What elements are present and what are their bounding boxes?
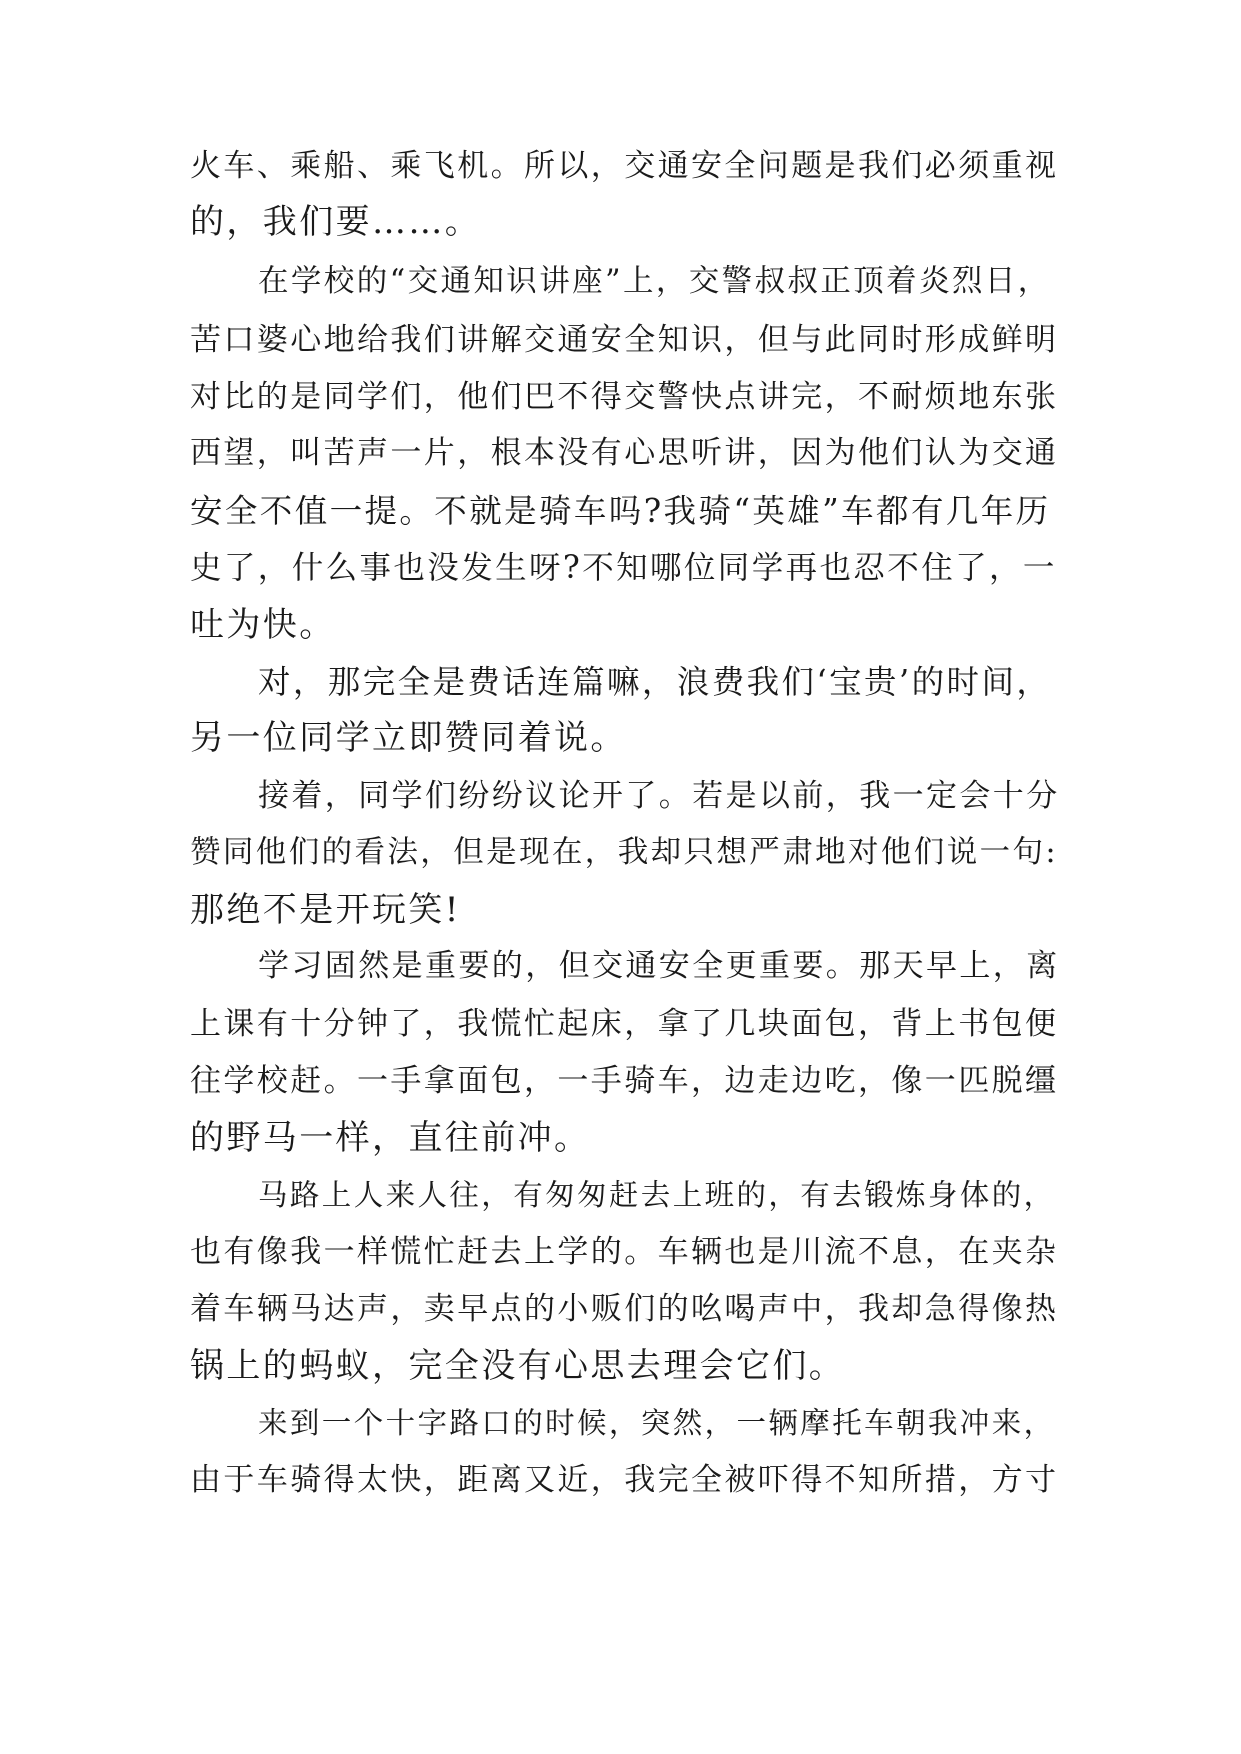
text-line: 那绝不是开玩笑! [190,890,461,930]
paragraph-start-line: 学习固然是重要的，但交通安全更重要。那天早上，离 [258,948,1060,984]
paragraph-start-line: 接着，同学们纷纷议论开了。若是以前，我一定会十分 [258,778,1060,814]
text-line: 锅上的蚂蚁，完全没有心思去理会它们。 [190,1346,846,1386]
text-line: 着车辆马达声，卖早点的小贩们的吆喝声中，我却急得像热 [190,1291,1059,1327]
text-line: 火车、乘船、乘飞机。所以，交通安全问题是我们必须重视 [190,148,1059,184]
text-line: 的，我们要……。 [190,202,482,242]
text-line: 上课有十分钟了，我慌忙起床，拿了几块面包，背上书包便 [190,1006,1059,1042]
text-line: 吐为快。 [190,605,336,645]
text-line: 苦口婆心地给我们讲解交通安全知识，但与此同时形成鲜明 [190,322,1059,358]
text-line: 也有像我一样慌忙赶去上学的。车辆也是川流不息，在夹杂 [190,1234,1059,1270]
text-line: 对比的是同学们，他们巴不得交警快点讲完，不耐烦地东张 [190,379,1059,415]
paragraph-start-line: 在学校的“交通知识讲座”上，交警叔叔正顶着炎烈日， [258,264,1051,299]
text-line: 由于车骑得太快，距离又近，我完全被吓得不知所措，方寸 [190,1462,1059,1498]
text-line: 赞同他们的看法，但是现在，我却只想严肃地对他们说一句: [190,835,1059,870]
paragraph-start-line: 马路上人来人往，有匆匆赶去上班的，有去锻炼身体的， [258,1178,1056,1212]
paragraph-start-line: 对，那完全是费话连篇嘛，浪费我们‘宝贵’的时间， [258,663,1052,701]
text-line: 往学校赶。一手拿面包，一手骑车，边走边吃，像一匹脱缰 [190,1063,1059,1099]
text-line: 安全不值一提。不就是骑车吗?我骑“英雄”车都有几年历 [190,492,1051,530]
text-line: 史了，什么事也没发生呀?不知哪位同学再也忍不住了，一 [190,550,1057,586]
text-line: 的野马一样，直往前冲。 [190,1118,591,1158]
paragraph-start-line: 来到一个十字路口的时候，突然，一辆摩托车朝我冲来， [258,1406,1056,1440]
text-line: 西望，叫苦声一片，根本没有心思听讲，因为他们认为交通 [190,435,1059,471]
text-line: 另一位同学立即赞同着说。 [190,718,627,758]
